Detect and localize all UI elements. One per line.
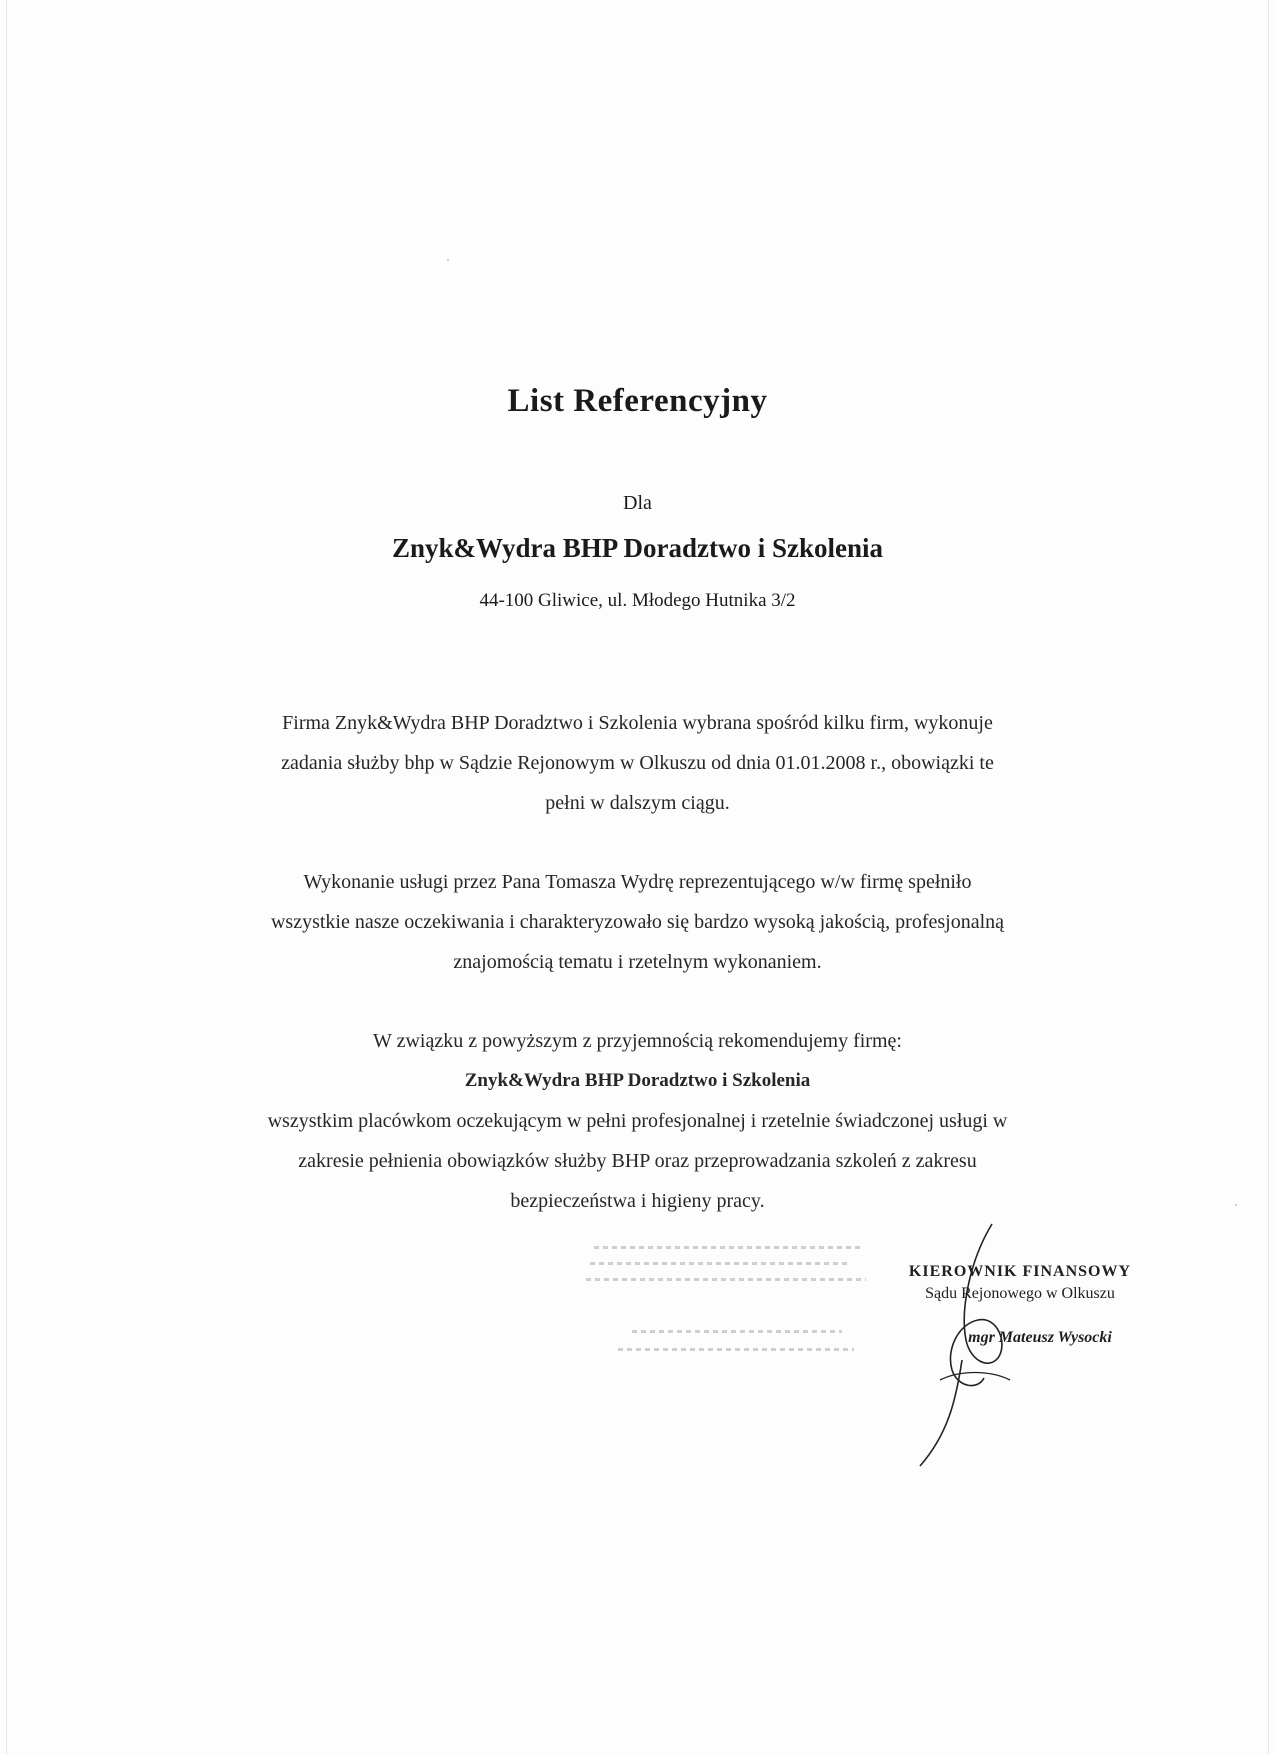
scan-edge-right (1268, 0, 1269, 1755)
recipient-prefix: Dla (623, 492, 652, 514)
paragraph-line: pełni w dalszym ciągu. (545, 792, 730, 814)
faded-stamp (582, 1238, 882, 1378)
paragraph-quality (160, 862, 1115, 982)
paragraph-line: bezpieczeństwa i higieny pracy. (510, 1190, 765, 1212)
paragraph-line: Firma Znyk&Wydra BHP Doradztwo i Szkolenia wybrana spośród kilku firm, wykonuje (282, 712, 993, 734)
document-title: List Referencyjny (507, 383, 768, 419)
scan-speck (447, 259, 449, 261)
scan-speck (1235, 1204, 1237, 1206)
recommended-company: Znyk&Wydra BHP Doradztwo i Szkolenia (464, 1070, 811, 1091)
recipient-address: 44-100 Gliwice, ul. Młodego Hutnika 3/2 (479, 590, 796, 611)
scan-edge-left (6, 0, 7, 1755)
signature-block (880, 1263, 1160, 1347)
paragraph-line: wszystkim placówkom oczekującym w pełni profesjonalnej i rzetelnie świadczonej usługi w (267, 1110, 1008, 1132)
paragraph-line: zadania służby bhp w Sądzie Rejonowym w Olkuszu od dnia 01.01.2008 r., obowiązki te (281, 752, 994, 774)
paragraph-line: znajomością tematu i rzetelnym wykonaniem. (453, 951, 822, 973)
paragraph-service (160, 703, 1115, 823)
paragraph-line: Wykonanie usługi przez Pana Tomasza Wydrę reprezentującego w/w firmę spełniło (303, 871, 972, 893)
signatory-name: mgr Mateusz Wysocki (968, 1329, 1112, 1346)
signatory-institution: Sądu Rejonowego w Olkuszu (925, 1285, 1115, 1302)
paragraph-line: zakresie pełnienia obowiązków służby BHP oraz przeprowadzania szkoleń z zakresu (298, 1150, 977, 1172)
paragraph-line: wszystkie nasze oczekiwania i charakteryzowało się bardzo wysoką jakością, profesjonalną (270, 911, 1005, 933)
recipient-company: Znyk&Wydra BHP Doradztwo i Szkolenia (391, 533, 884, 563)
paragraph-line: W związku z powyższym z przyjemnością rekomendujemy firmę: (373, 1030, 902, 1052)
paragraph-recommendation (160, 1021, 1115, 1221)
signatory-role: KIEROWNIK FINANSOWY (908, 1263, 1132, 1280)
